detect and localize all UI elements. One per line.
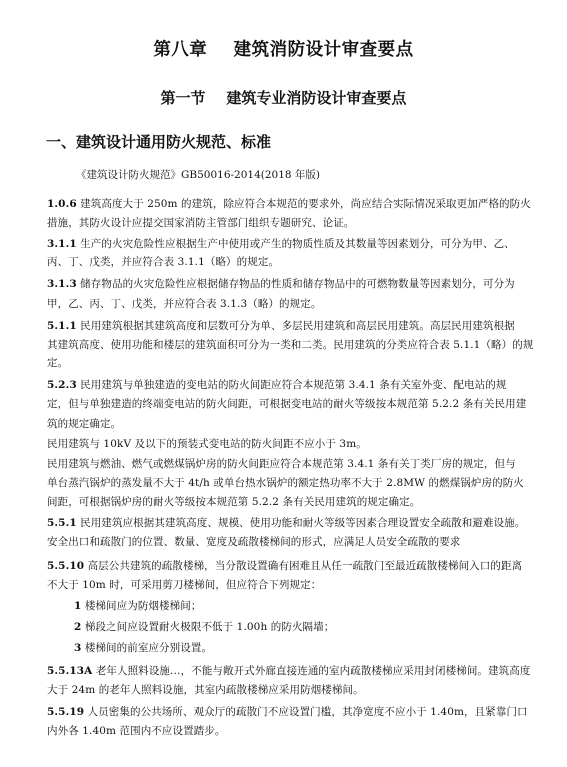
clause-text: 民用建筑与燃油、燃气或燃煤锅炉房的防火间距应符合本规范第 3.4.1 条有关丁类厂房的规定，但与 (47, 458, 516, 470)
clause-text: 建筑高度大于 250m 的建筑，除应符合本规范的要求外，尚应结合实际情况采取更加严格的防火 (76, 198, 531, 210)
clause-text: 楼梯间的前室应分别设置。 (81, 642, 213, 654)
body-line (74, 599, 201, 613)
clause-number: 1.0.6 (47, 198, 77, 210)
clause-number: 5.2.3 (47, 379, 77, 391)
clause-text: 高层公共建筑的疏散楼梯，当分散设置确有困难且从任一疏散门至最近疏散楼梯间入口的距离 (84, 560, 523, 572)
clause-number: 5.1.1 (47, 320, 77, 332)
body-line (47, 397, 526, 411)
section-title: 第一节 建筑专业消防设计审查要点 (160, 89, 407, 107)
body-line (47, 356, 68, 370)
body-line (47, 578, 321, 592)
clause-number: 5.5.13A (47, 665, 93, 677)
body-line (47, 476, 524, 490)
body-line (47, 559, 522, 573)
clause-text: 筑的规定确定。 (47, 418, 122, 430)
clause-number: 5.5.1 (47, 517, 77, 529)
body-line (47, 338, 533, 352)
body-line (47, 216, 354, 230)
clause-text: 甲，乙、丙、丁、戊类，并应符合表 3.1.3（略）的规定。 (47, 298, 322, 310)
clause-text: 楼梯间应为防烟楼梯间； (81, 600, 202, 612)
clause-text: 定。 (47, 357, 69, 369)
body-line (47, 705, 528, 719)
clause-text: 民用建筑与 10kV 及以下的预装式变电站的防火间距不应小于 3m。 (47, 438, 367, 450)
clause-text: 老年人照料设施…，不能与敞开式外廊直接连通的室内疏散楼梯应采用封闭楼梯间。建筑高度 (92, 665, 531, 677)
clause-text: 内外各 1.40m 范围内不应设置踏步。 (47, 725, 226, 737)
clause-text: 人员密集的公共场所、观众厅的疏散门不应设置门槛，其净宽度不应小于 1.40m，且紧靠门口 (84, 706, 528, 718)
clause-text: 措施，其防火设计应提交国家消防主管部门组织专题研究、论证。 (47, 217, 355, 229)
body-line (47, 378, 506, 392)
section-heading: 一、建筑设计通用防火规范、标准 (46, 133, 272, 151)
body-line (47, 683, 364, 697)
clause-text: 民用建筑根据其建筑高度和层数可分为单、多层民用建筑和高层民用建筑。高层民用建筑根据 (76, 320, 515, 332)
clause-text: 梯段之间应设置耐火极限不低于 1.00h 的防火隔墙； (81, 621, 335, 633)
clause-number: 3.1.1 (47, 238, 77, 250)
clause-number: 5.5.19 (47, 706, 85, 718)
body-line (47, 255, 279, 269)
chapter-title: 第八章 建筑消防设计审查要点 (153, 40, 414, 60)
clause-text: 储存物品的火灾危险性应根据储存物品的性质和储存物品中的可燃物数量等因素划分，可分为 (76, 278, 515, 290)
body-line (47, 437, 367, 451)
body-line (47, 277, 515, 291)
clause-text: 间距，可根据锅炉房的耐火等级按本规范第 5.2.2 条有关民用建筑的规定确定。 (47, 496, 421, 508)
clause-text: 不大于 10m 时，可采用剪刀楼梯间，但应符合下列规定： (47, 579, 322, 591)
clause-number: 3 (74, 642, 82, 654)
body-line (47, 495, 420, 509)
body-line (74, 620, 334, 634)
body-line (47, 237, 515, 251)
standard-reference: 《建筑设计防火规范》GB50016-2014(2018 年版) (76, 169, 321, 181)
clause-text: 大于 24m 的老年人照料设施，其室内疏散楼梯应采用防烟楼梯间。 (47, 684, 364, 696)
body-line (47, 535, 460, 549)
clause-number: 2 (74, 621, 82, 633)
clause-text: 生产的火灾危险性应根据生产中使用或产生的物质性质及其数量等因素划分，可分为甲、乙、 (76, 238, 515, 250)
body-line (74, 641, 212, 655)
clause-number: 1 (74, 600, 82, 612)
body-line (47, 457, 516, 471)
body-line (47, 724, 226, 738)
body-line (47, 417, 121, 431)
clause-number: 5.5.10 (47, 560, 85, 572)
clause-text: 民用建筑与单独建造的变电站的防火间距应符合本规范第 3.4.1 条有关室外变、配电站的规 (76, 379, 507, 391)
body-line (47, 297, 321, 311)
clause-text: 单台蒸汽锅炉的蒸发量不大于 4t/h 或单台热水锅炉的额定热功率不大于 2.8MW 的燃煤锅炉房的防火 (47, 477, 524, 489)
clause-text: 其建筑高度、使用功能和楼层的建筑面积可分为一类和二类。民用建筑的分类应符合表 5.1.1（略）的规 (47, 339, 534, 351)
body-line (47, 319, 515, 333)
body-line (47, 664, 530, 678)
body-line (47, 516, 525, 530)
clause-text: 定，但与单独建造的终端变电站的防火间距，可根据变电站的耐火等级按本规范第 5.2.2 条有关民用建 (47, 398, 527, 410)
body-line (47, 197, 531, 211)
clause-number: 3.1.3 (47, 278, 77, 290)
clause-text: 丙、丁、戊类，并应符合表 3.1.1（略）的规定。 (47, 256, 280, 268)
clause-text: 安全出口和疏散门的位置、数量、宽度及疏散楼梯间的形式，应满足人员安全疏散的要求 (47, 536, 461, 548)
clause-text: 民用建筑应根据其建筑高度、规模、使用功能和耐火等级等因素合理设置安全疏散和避难设施。 (76, 517, 526, 529)
